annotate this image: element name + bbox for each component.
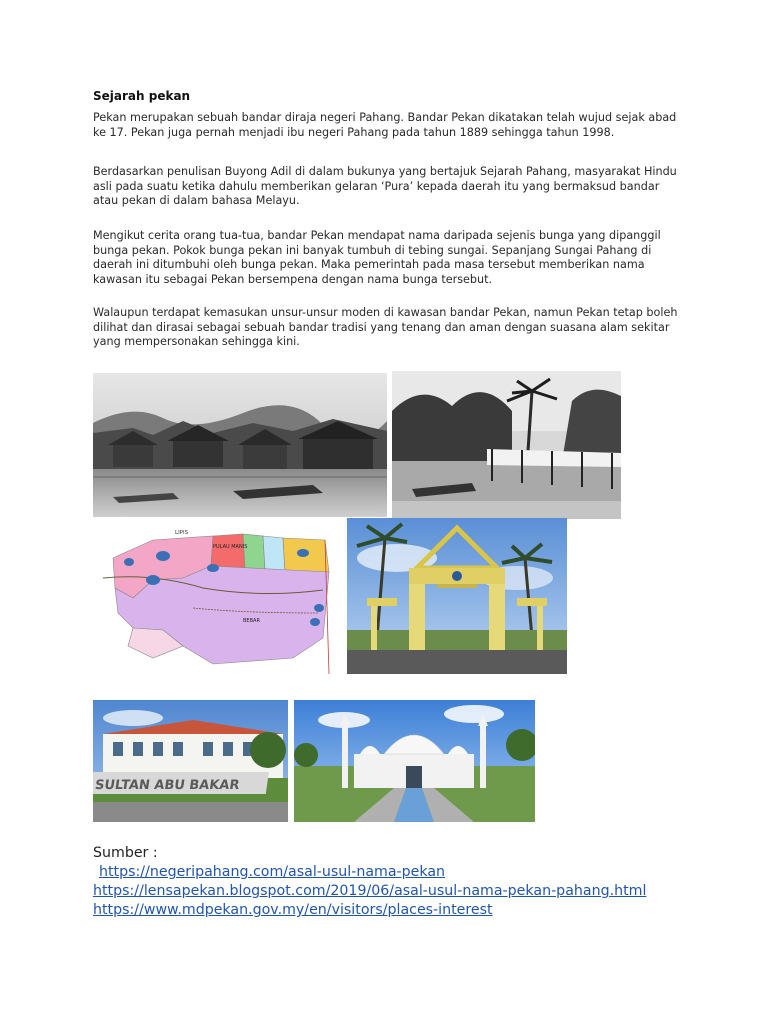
- page-title: Sejarah pekan: [93, 89, 191, 103]
- source-link-lensapekan[interactable]: https://lensapekan.blogspot.com/2019/06/asal-usul-nama-pekan-pahang.html: [93, 883, 647, 899]
- paragraph-4: Walaupun terdapat kemasukan unsur-unsur moden di kawasan bandar Pekan, namun Pekan tetap boleh dilihat dan dirasai sebagai sebuah bandar tradisi yang tenang dan aman dengan suasana alam sekitar yang mempersonakan sehingga kini.: [93, 306, 678, 349]
- photo-old-river-village: [93, 373, 387, 517]
- paragraph-2: Berdasarkan penulisan Buyong Adil di dalam bukunya yang bertajuk Sejarah Pahang, masyarakat Hindu asli pada suatu ketika dahulu memberikan gelaran ‘Pura’ kepada daerah itu yang bermaksud bandar atau pekan di dalam bahasa Melayu.: [93, 165, 677, 208]
- photo-sultan-abu-bakar-palace: [93, 700, 288, 822]
- map-label-pulau-manis: PULAU MANIS: [213, 544, 248, 550]
- paragraph-1: Pekan merupakan sebuah bandar diraja negeri Pahang. Bandar Pekan dikatakan telah wujud sejak abad ke 17. Pekan juga pernah menjadi ibu negeri Pahang pada tahun 1889 sehingga tahun 1998.: [93, 111, 677, 139]
- photo-old-bridge: [392, 371, 621, 519]
- sources-section: [93, 844, 646, 920]
- paragraph-3: Mengikut cerita orang tua-tua, bandar Pekan mendapat nama daripada sejenis bunga yang dipanggil bunga pekan. Pokok bunga pekan ini banyak tumbuh di tebing sungai. Sepanjang Sungai Pahang di daerah ini ditumbuhi oleh bunga pekan. Maka pemerintah pada masa tersebut memberikan nama kawasan itu sebagai Pekan bersempena dengan nama bunga tersebut.: [93, 229, 661, 286]
- source-link-negeripahang[interactable]: https://negeripahang.com/asal-usul-nama-pekan: [99, 864, 446, 880]
- map-label-lipis: LIPIS: [175, 530, 189, 536]
- photo-white-mosque: [294, 700, 535, 822]
- map-label-bebar: BEBAR: [243, 618, 260, 624]
- photo-district-map: [93, 518, 341, 674]
- source-link-mdpekan[interactable]: https://www.mdpekan.gov.my/en/visitors/places-interest: [93, 902, 493, 918]
- sources-label: Sumber :: [93, 845, 158, 861]
- photo-pekan-gateway: [347, 518, 567, 674]
- palace-sign-text: SULTAN ABU BAKAR: [93, 778, 241, 793]
